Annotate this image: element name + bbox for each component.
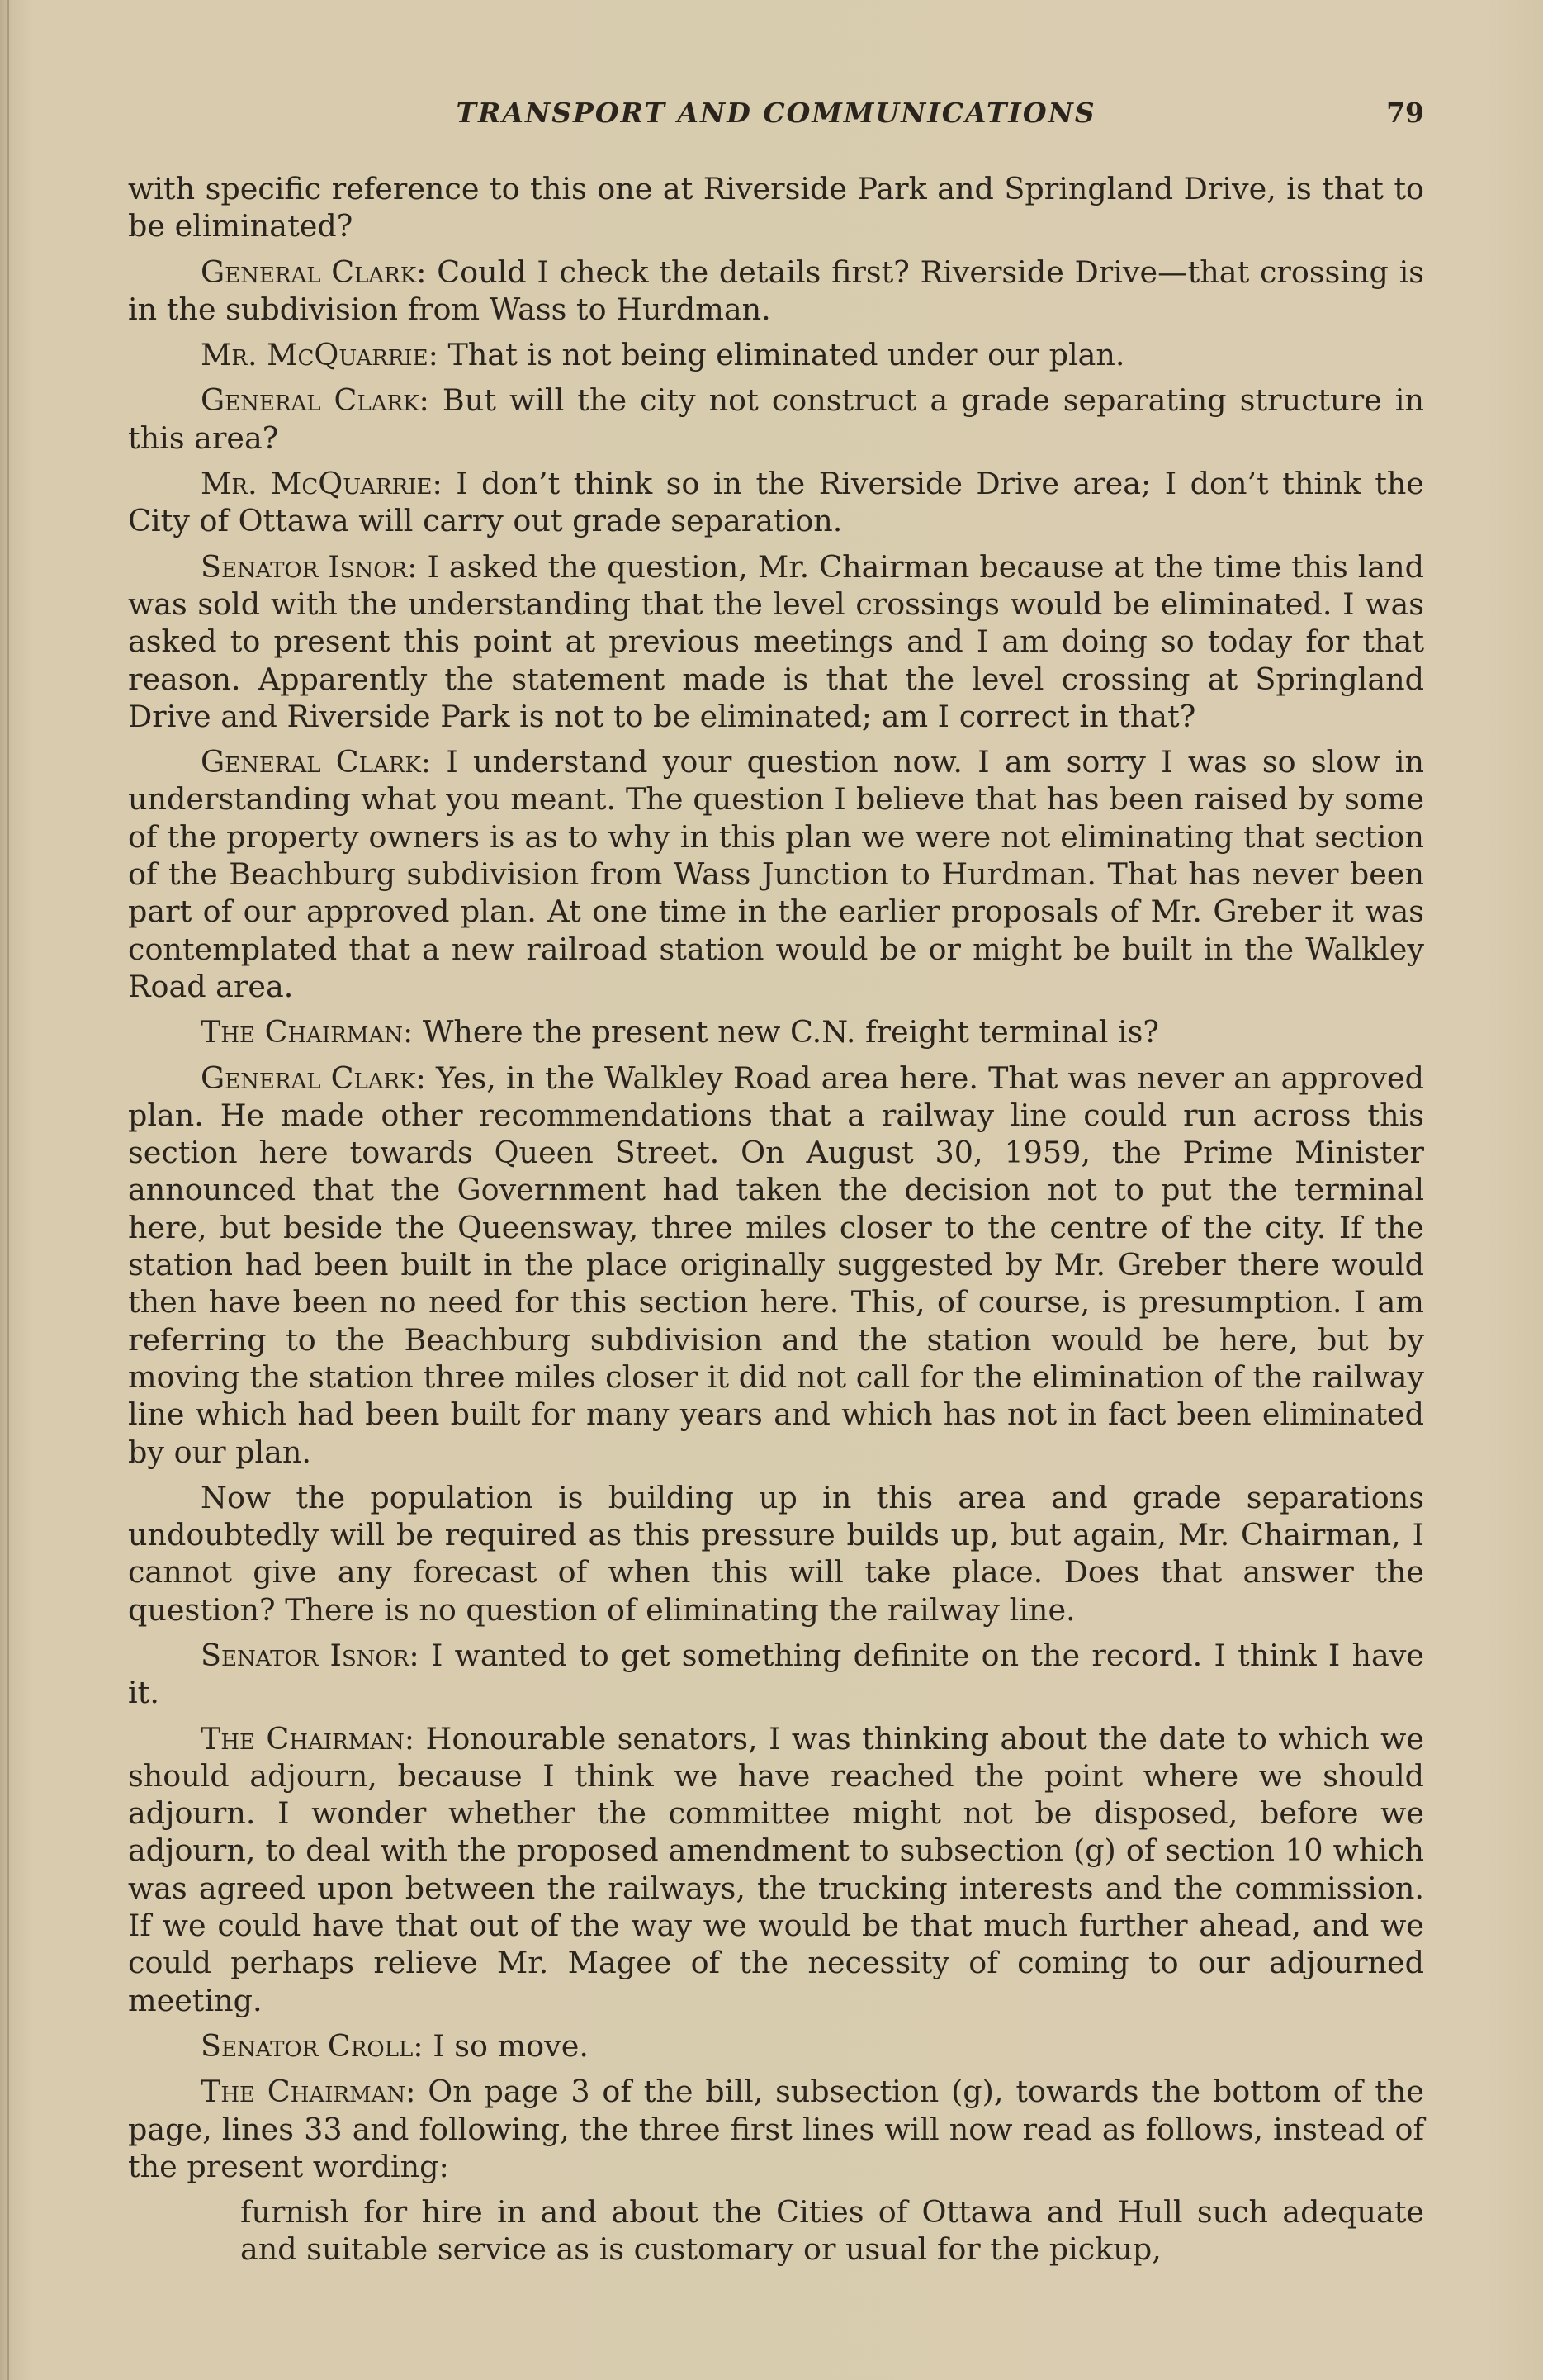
paragraph-text: I understand your question now. I am sorry I was so slow in understanding what you meant. The question I believe that has been raised by some of the property owners is as to why in this plan we were not eliminating that section of the Beachburg subdivision from Wass Junction to Hurdman. That has never been part of our approved plan. At one time in the earlier proposals of Mr. Greber it was contemplated that a new railroad station would be or might be built in the Walkley Road area.	[128, 744, 1424, 1004]
paragraph	[128, 1479, 1424, 1629]
paragraph	[128, 2073, 1424, 2185]
quoted-amendment	[240, 2193, 1424, 2269]
paragraph	[128, 254, 1424, 329]
speaker-label: General Clark:	[201, 254, 427, 290]
page-binding-edge	[7, 0, 9, 2380]
speaker-label: The Chairman:	[201, 2074, 416, 2110]
paragraph-text: On page 3 of the bill, subsection (g), towards the bottom of the page, lines 33 and following, the three first lines will now read as follows, instead of the present wording:	[128, 2074, 1424, 2184]
speaker-label: Mr. McQuarrie:	[201, 337, 438, 373]
page-header	[128, 92, 1424, 134]
speaker-label: Senator Croll:	[201, 2027, 424, 2064]
paragraph	[128, 1060, 1424, 1471]
paragraph-text: furnish for hire in and about the Cities of Ottawa and Hull such adequate and suitable service as is customary or usual for the pickup,	[240, 2194, 1424, 2268]
paragraph	[128, 1013, 1424, 1050]
paragraph	[128, 1637, 1424, 1712]
paragraph-text: I wanted to get something definite on the record. I think I have it.	[128, 1637, 1425, 1711]
paragraph	[128, 1720, 1424, 2019]
body-text	[128, 170, 1424, 2269]
paragraph-text: Where the present new C.N. freight terminal is?	[422, 1014, 1159, 1050]
paragraph	[128, 336, 1424, 373]
paragraph-text: Yes, in the Walkley Road area here. That was never an approved plan. He made other recommendations that a railway line could run across this section here towards Queen Street. On August 30, 1959, the Prime Minister announced that the Government had taken the decision not to put the terminal here, but beside the Queensway, three miles closer to the centre of the city. If the station had been built in the place originally suggested by Mr. Greber there would then have been no need for this section here. This, of course, is presumption. I am referring to the Beachburg subdivision and the station would be here, but by moving the station three miles closer it did not call for the elimination of the railway line which had been built for many years and which has not in fact been eliminated by our plan.	[128, 1060, 1424, 1470]
paragraph	[128, 465, 1424, 540]
page-number: 79	[1386, 97, 1424, 129]
speaker-label: General Clark:	[201, 382, 429, 419]
speaker-label: Senator Isnor:	[201, 548, 418, 585]
paragraph-text: with specific reference to this one at Riverside Park and Springland Drive, is that to be eliminated?	[128, 171, 1424, 244]
paragraph	[128, 548, 1424, 735]
paragraph	[128, 170, 1424, 245]
speaker-label: General Clark:	[201, 1060, 426, 1096]
paragraph	[128, 743, 1424, 1005]
speaker-label: General Clark:	[201, 744, 432, 780]
speaker-label: The Chairman:	[201, 1720, 415, 1757]
paragraph-text: Could I check the details first? Riverside Drive—that crossing is in the subdivision from Wass to Hurdman.	[128, 254, 1424, 327]
paragraph	[128, 382, 1424, 457]
paragraph-text: I so move.	[433, 2027, 589, 2064]
paragraph-text: Now the population is building up in this area and grade separations undoubtedly will be required as this pressure builds up, but again, Mr. Chairman, I cannot give any forecast of when this will take place. Does that answer the question? There is no question of eliminating the railway line.	[128, 1479, 1424, 1628]
speaker-label: Mr. McQuarrie:	[201, 466, 443, 502]
running-head: TRANSPORT AND COMMUNICATIONS	[456, 97, 1096, 129]
paragraph-text: But will the city not construct a grade separating structure in this area?	[128, 382, 1424, 456]
speaker-label: Senator Isnor:	[201, 1637, 419, 1673]
paragraph-text: Honourable senators, I was thinking about the date to which we should adjourn, because I think we have reached the point where we should adjourn. I wonder whether the committee might not be disposed, before we adjourn, to deal with the proposed amendment to subsection (g) of section 10 which was agreed upon between the railways, the trucking interests and the commission. If we could have that out of the way we would be that much further ahead, and we could perhaps relieve Mr. Magee of the necessity of coming to our adjourned meeting.	[128, 1720, 1424, 2018]
paragraph-text: I asked the question, Mr. Chairman because at the time this land was sold with the understanding that the level crossings would be eliminated. I was asked to present this point at previous meetings and I am doing so today for that reason. Apparently the statement made is that the level crossing at Springland Drive and Riverside Park is not to be eliminated; am I correct in that?	[128, 548, 1425, 734]
speaker-label: The Chairman:	[201, 1014, 414, 1050]
paragraph-text: That is not being eliminated under our plan.	[447, 337, 1125, 373]
paragraph-text: I don’t think so in the Riverside Drive area; I don’t think the City of Ottawa will carry out grade separation.	[128, 466, 1424, 539]
paragraph	[128, 2027, 1424, 2065]
